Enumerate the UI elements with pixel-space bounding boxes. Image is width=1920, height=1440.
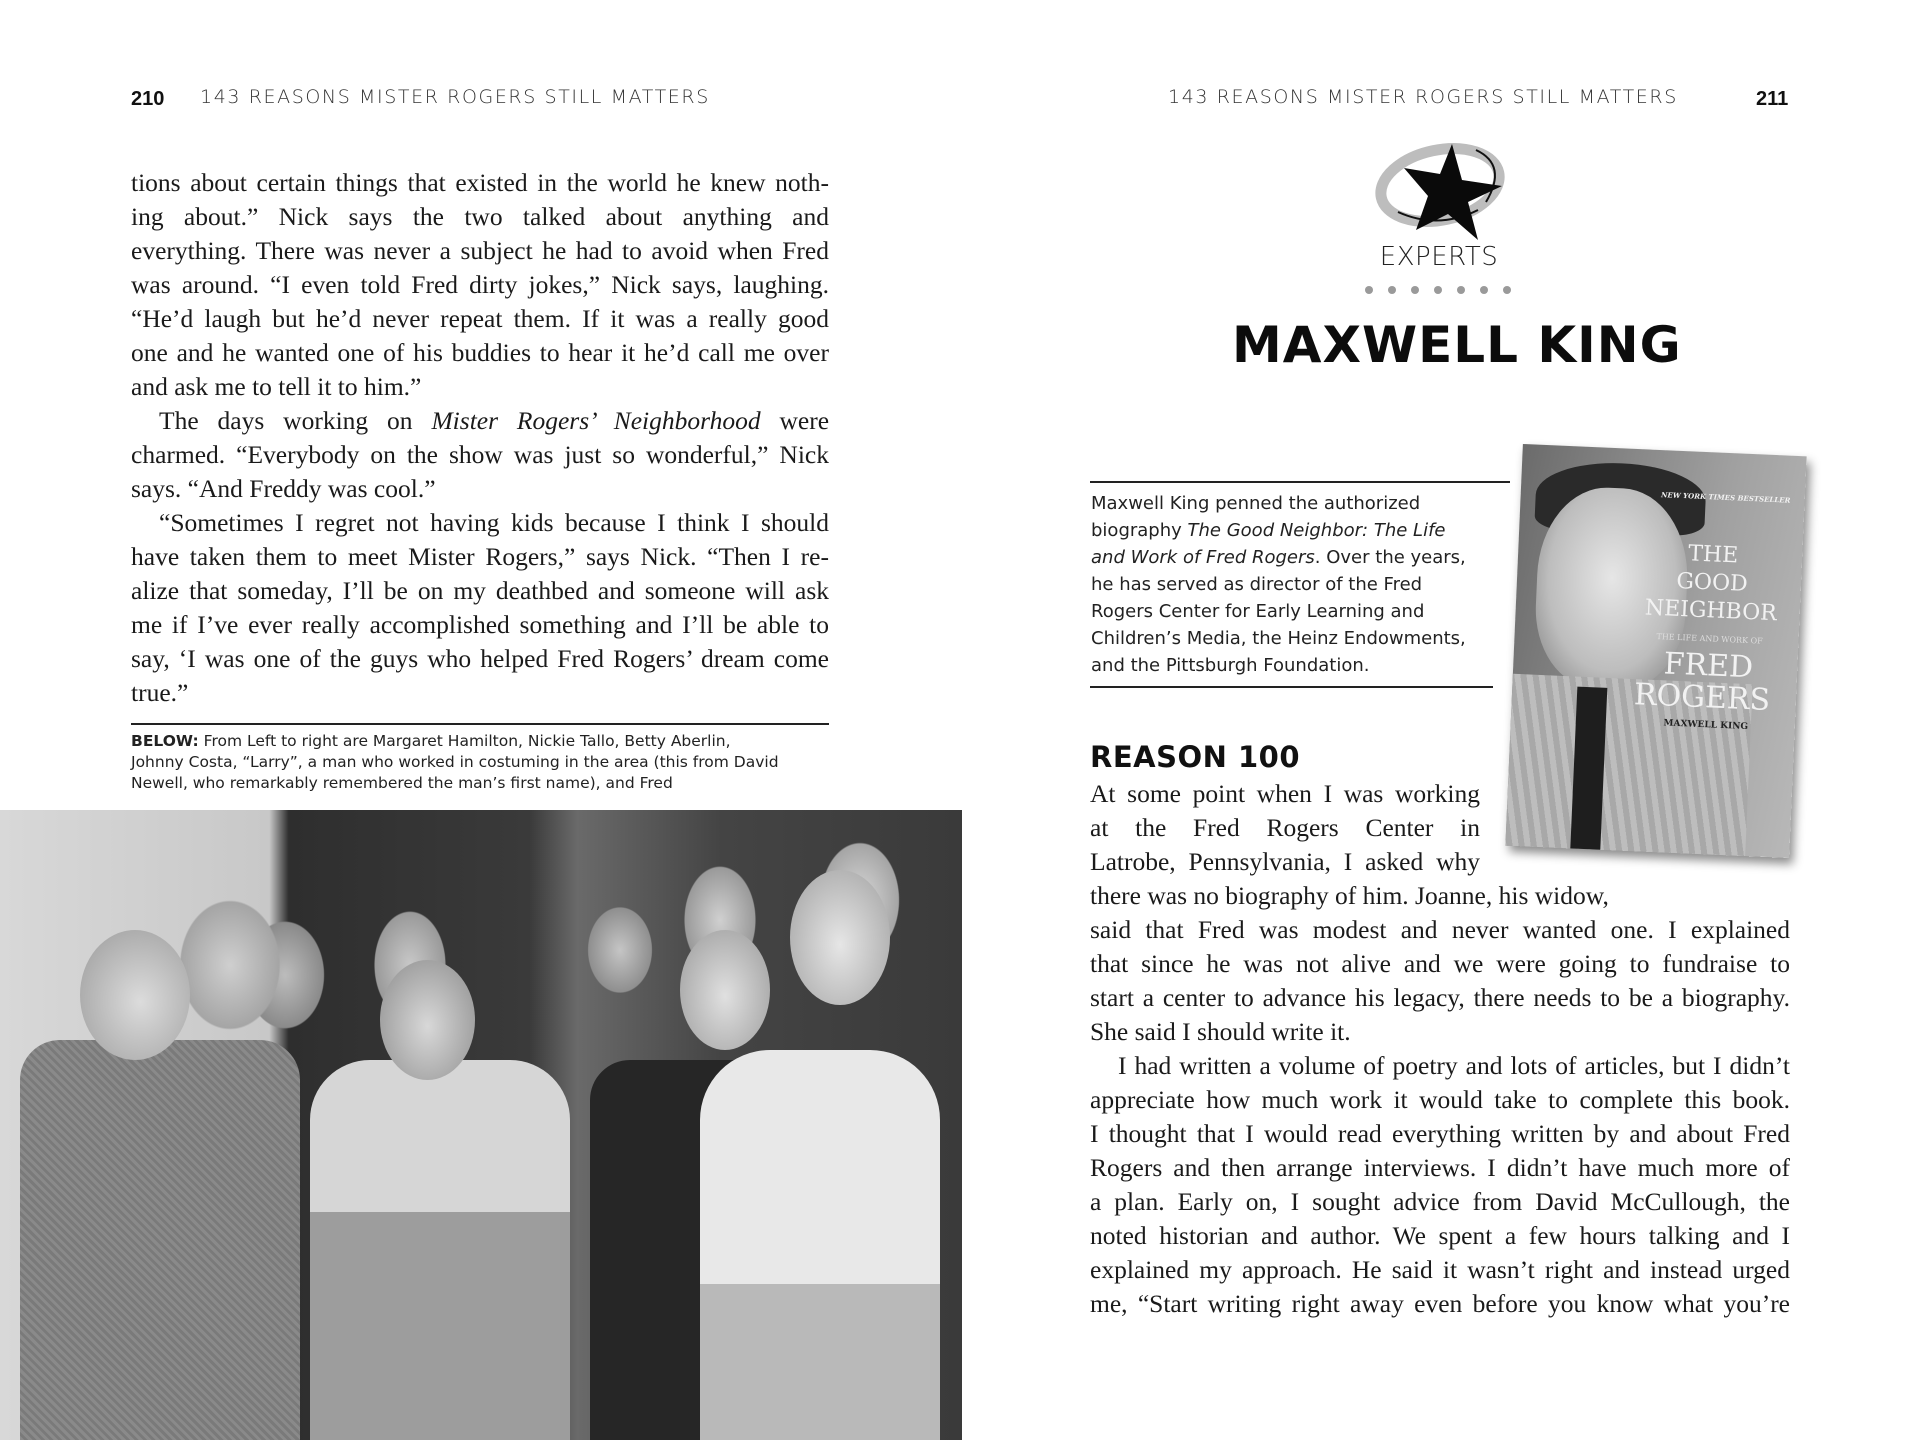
text-line: was around. “I even told Fred dirty jokes,” Nick says, laughing.: [131, 270, 829, 299]
cover-title-3: NEIGHBOR: [1644, 595, 1778, 627]
text-line: there was no biography of him. Joanne, his widow,: [1090, 881, 1609, 910]
figure-turtleneck: [700, 1050, 940, 1440]
left-body-text: [131, 166, 829, 710]
cover-name-2: ROGERS: [1633, 677, 1771, 719]
text-line: ing about.” Nick says the two talked about anything and: [131, 202, 829, 231]
caption-rule: [131, 723, 829, 725]
cover-author: MAXWELL KING: [1663, 718, 1749, 733]
text-line: start a center to advance his legacy, there needs to be a biography.: [1090, 983, 1790, 1012]
text-line: me if I’ve ever really accomplished something and I’ll be able to: [131, 610, 829, 639]
section-label: EXPERTS: [1379, 242, 1499, 272]
show-title-italic: Mister Rogers’ Neighborhood: [431, 406, 761, 435]
figure-head: [80, 930, 190, 1060]
cover-title-2: GOOD: [1675, 568, 1749, 597]
author-bio: Maxwell King penned the authorized biography The Good Neighbor: The Life and Work of Fred Rogers. Over the years, he has served as director of the Fred Rogers Center for Early Learning and Children’s Media, the Heinz Endowments, and the Pittsburgh Foundation.: [1091, 493, 1466, 676]
text-line: that since he was not alive and we were going to fundraise to: [1090, 949, 1790, 978]
text-line: say, ‘I was one of the guys who helped Fred Rogers’ dream come: [131, 644, 829, 673]
page-title: MAXWELL KING: [1232, 316, 1682, 374]
bio-rule-top: [1090, 481, 1510, 483]
text-line: appreciate how much work it would take to complete this book.: [1090, 1085, 1790, 1114]
bio-rule-bottom: [1090, 686, 1493, 688]
text-line: me, “Start writing right away even before you know what you’re: [1090, 1289, 1790, 1318]
reason-heading: REASON 100: [1090, 740, 1301, 774]
star-orbit-icon: [1368, 130, 1508, 240]
figure-woman-coat: [20, 1040, 300, 1440]
text-line: explained my approach. He said it wasn’t right and instead urged: [1090, 1255, 1790, 1284]
cover-subtitle: THE LIFE AND WORK OF: [1656, 632, 1763, 646]
figure-dress: [310, 1060, 570, 1440]
page-number-right: 211: [1756, 88, 1789, 110]
caption-label: BELOW:: [131, 732, 199, 750]
cover-title-1: THE: [1687, 541, 1739, 569]
text-line: one and he wanted one of his buddies to hear it he’d call me over: [131, 338, 829, 367]
cover-tagline: NEW YORK TIMES BESTSELLER: [1660, 490, 1791, 505]
text-line: a plan. Early on, I sought advice from David McCullough, the: [1090, 1187, 1790, 1216]
text-line: Rogers and then arrange interviews. I didn’t have much more of: [1090, 1153, 1790, 1182]
text-line: tions about certain things that existed in the world he knew noth-: [131, 168, 829, 197]
text-line: and ask me to tell it to him.”: [131, 372, 422, 401]
text-line: said that Fred was modest and never wanted one. I explained: [1090, 915, 1790, 944]
figure-head: [380, 960, 475, 1080]
text-line: everything. There was never a subject he had to avoid when Fred: [131, 236, 829, 265]
group-photo: [0, 810, 962, 1440]
text-line: true.”: [131, 678, 189, 707]
text-line: She said I should write it.: [1090, 1017, 1351, 1046]
text-line: have taken them to meet Mister Rogers,” says Nick. “Then I re-: [131, 542, 829, 571]
photo-caption: BELOW: From Left to right are Margaret Hamilton, Nickie Tallo, Betty Aberlin, Johnny Costa, “Larry”, a man who worked in costuming in the area (this from David Newell, who remarkably remembered the man’s first name), and Fred: [131, 732, 779, 792]
figure-head: [680, 930, 770, 1050]
book-title-italic: The Good Neighbor: The Life: [1187, 520, 1446, 541]
figure-head: [790, 870, 890, 1005]
text-line: at the Fred Rogers Center in: [1090, 813, 1480, 842]
running-head-right: 143 REASONS MISTER ROGERS STILL MATTERS: [1168, 86, 1678, 108]
text-line: The days working on Mister Rogers’ Neighborhood were: [159, 406, 829, 435]
right-body-narrow: [1090, 777, 1480, 879]
book-title-italic: and Work of Fred Rogers: [1091, 547, 1315, 568]
running-head-left: 143 REASONS MISTER ROGERS STILL MATTERS: [200, 86, 710, 108]
text-line: At some point when I was working: [1090, 779, 1480, 808]
text-line: noted historian and author. We spent a few hours talking and I: [1090, 1221, 1790, 1250]
right-body-wide: [1090, 879, 1790, 1321]
text-line: I thought that I would read everything written by and about Fred: [1090, 1119, 1790, 1148]
text-line: Latrobe, Pennsylvania, I asked why: [1090, 847, 1480, 876]
text-line: says. “And Freddy was cool.”: [131, 474, 436, 503]
text-line: charmed. “Everybody on the show was just so wonderful,” Nick: [131, 440, 829, 469]
text-line: I had written a volume of poetry and lots of articles, but I didn’t: [1118, 1051, 1790, 1080]
cover-name-1: FRED: [1662, 646, 1754, 686]
text-line: “He’d laugh but he’d never repeat them. If it was a really good: [131, 304, 829, 333]
text-line: alize that someday, I’ll be on my deathbed and someone will ask: [131, 576, 829, 605]
book-cover-image: [1505, 444, 1806, 858]
page-number-left: 210: [131, 88, 165, 110]
text-line: “Sometimes I regret not having kids because I think I should: [159, 508, 829, 537]
